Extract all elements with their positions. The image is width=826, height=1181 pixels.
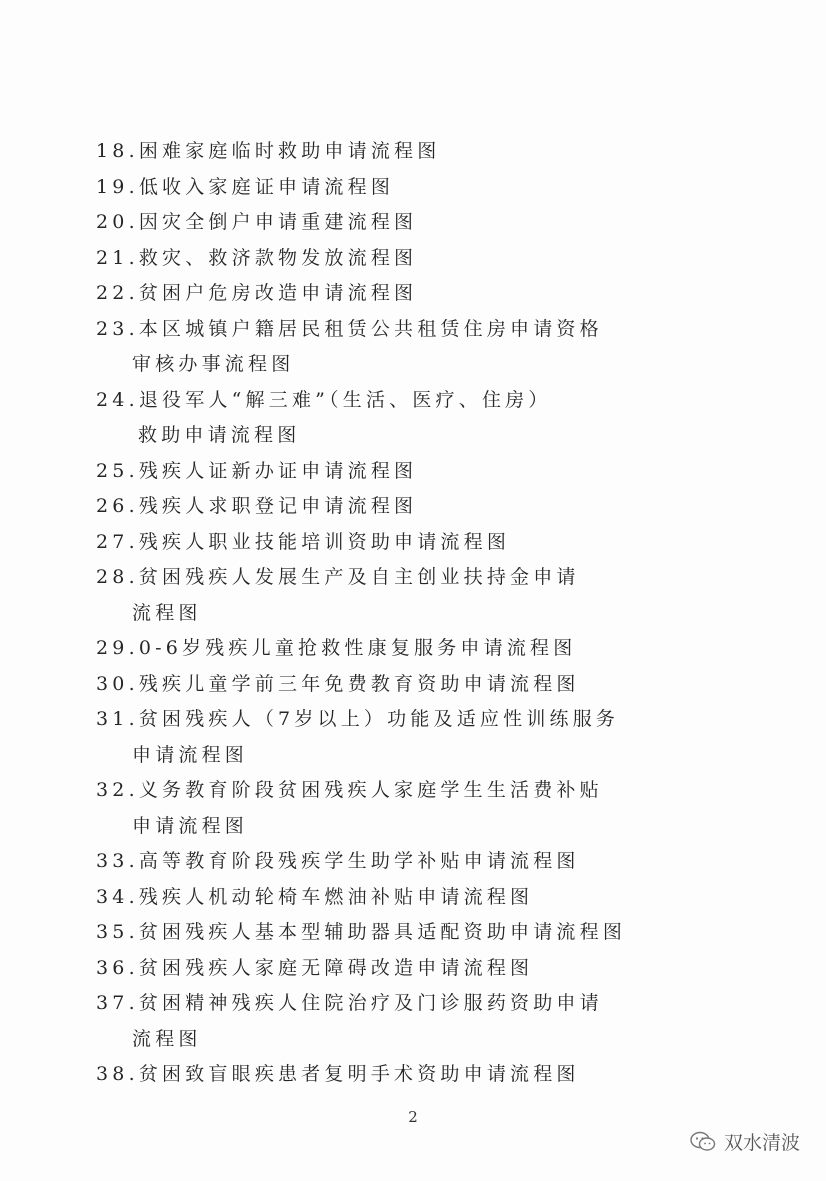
list-item [96,241,616,277]
item-number: 20. [96,211,139,233]
item-title: 贫困致盲眼疾患者复明手术资助申请流程图 [138,1063,580,1085]
list-item [96,205,616,241]
item-title: 救灾、救济款物发放流程图 [138,246,418,269]
item-title: 义务教育阶段贫困残疾人家庭学生生活费补贴 [138,779,603,801]
item-title: 低收入家庭证申请流程图 [138,175,395,198]
list-item [96,134,616,170]
item-title: 贫困残疾人（7岁以上）功能及适应性训练服务 [138,708,620,730]
item-title: 贫困残疾人基本型辅助器具适配资助申请流程图 [138,921,627,943]
wechat-icon [690,1131,716,1153]
item-title: 贫困精神残疾人住院治疗及门诊服药资助申请 [138,992,603,1014]
list-item [96,631,616,667]
list-item [96,773,616,844]
item-title-continuation: 审核办事流程图 [132,353,295,375]
item-number: 25. [96,459,139,482]
list-item [96,986,616,1057]
list-item [96,276,616,312]
list-item [96,525,616,561]
list-item [96,312,616,383]
item-title-continuation: 申请流程图 [132,743,249,766]
item-title-continuation: 流程图 [132,601,202,624]
item-number: 30. [96,672,139,695]
item-number: 18. [96,140,139,162]
watermark-text: 双水清波 [723,1132,800,1154]
item-title: 残疾儿童学前三年免费教育资助申请流程图 [138,672,580,695]
item-title: 贫困残疾人家庭无障碍改造申请流程图 [138,956,534,979]
item-number: 38. [96,1063,139,1085]
item-title-continuation: 流程图 [132,1027,202,1050]
item-number: 36. [96,956,139,979]
list-item [96,170,616,206]
item-title: 0-6岁残疾儿童抢救性康复服务申请流程图 [138,637,577,659]
list-item [96,844,616,880]
item-number: 28. [96,566,139,588]
list-item [96,880,616,916]
watermark [690,1128,800,1155]
item-number: 34. [96,885,139,908]
list-item [96,667,616,703]
item-number: 26. [96,495,139,517]
page-number: 2 [408,1108,418,1126]
list-item [96,1057,616,1093]
item-number: 19. [96,175,139,198]
item-number: 35. [96,921,139,943]
list-item [96,560,616,631]
item-number: 31. [96,708,139,730]
item-number: 33. [96,850,139,872]
item-title: 困难家庭临时救助申请流程图 [138,140,441,162]
list-item [96,951,616,987]
item-title: 贫困户危房改造申请流程图 [138,282,418,304]
list-item [96,915,627,951]
item-title: 退役军人“解三难”（生活、医疗、住房） [138,388,552,411]
item-number: 27. [96,530,139,553]
item-title-continuation: 救助申请流程图 [138,424,301,446]
item-title: 残疾人机动轮椅车燃油补贴申请流程图 [138,885,534,908]
item-number: 21. [96,246,139,269]
item-number: 37. [96,992,139,1014]
item-title: 高等教育阶段残疾学生助学补贴申请流程图 [138,850,580,872]
toc-list [96,134,627,1093]
list-item [96,454,616,490]
item-title: 贫困残疾人发展生产及自主创业扶持金申请 [138,566,580,588]
list-item [96,489,616,525]
item-number: 29. [96,637,139,659]
item-title: 本区城镇户籍居民租赁公共租赁住房申请资格 [138,317,603,340]
item-title: 残疾人证新办证申请流程图 [138,459,418,482]
item-title: 残疾人求职登记申请流程图 [138,495,418,517]
list-item [96,383,616,454]
item-title: 残疾人职业技能培训资助申请流程图 [138,530,511,553]
item-number: 22. [96,282,139,304]
item-title-continuation: 申请流程图 [132,814,249,837]
item-number: 23. [96,317,139,340]
item-title: 因灾全倒户申请重建流程图 [138,211,418,233]
item-number: 24. [96,388,139,411]
item-number: 32. [96,779,139,801]
list-item [96,702,620,773]
